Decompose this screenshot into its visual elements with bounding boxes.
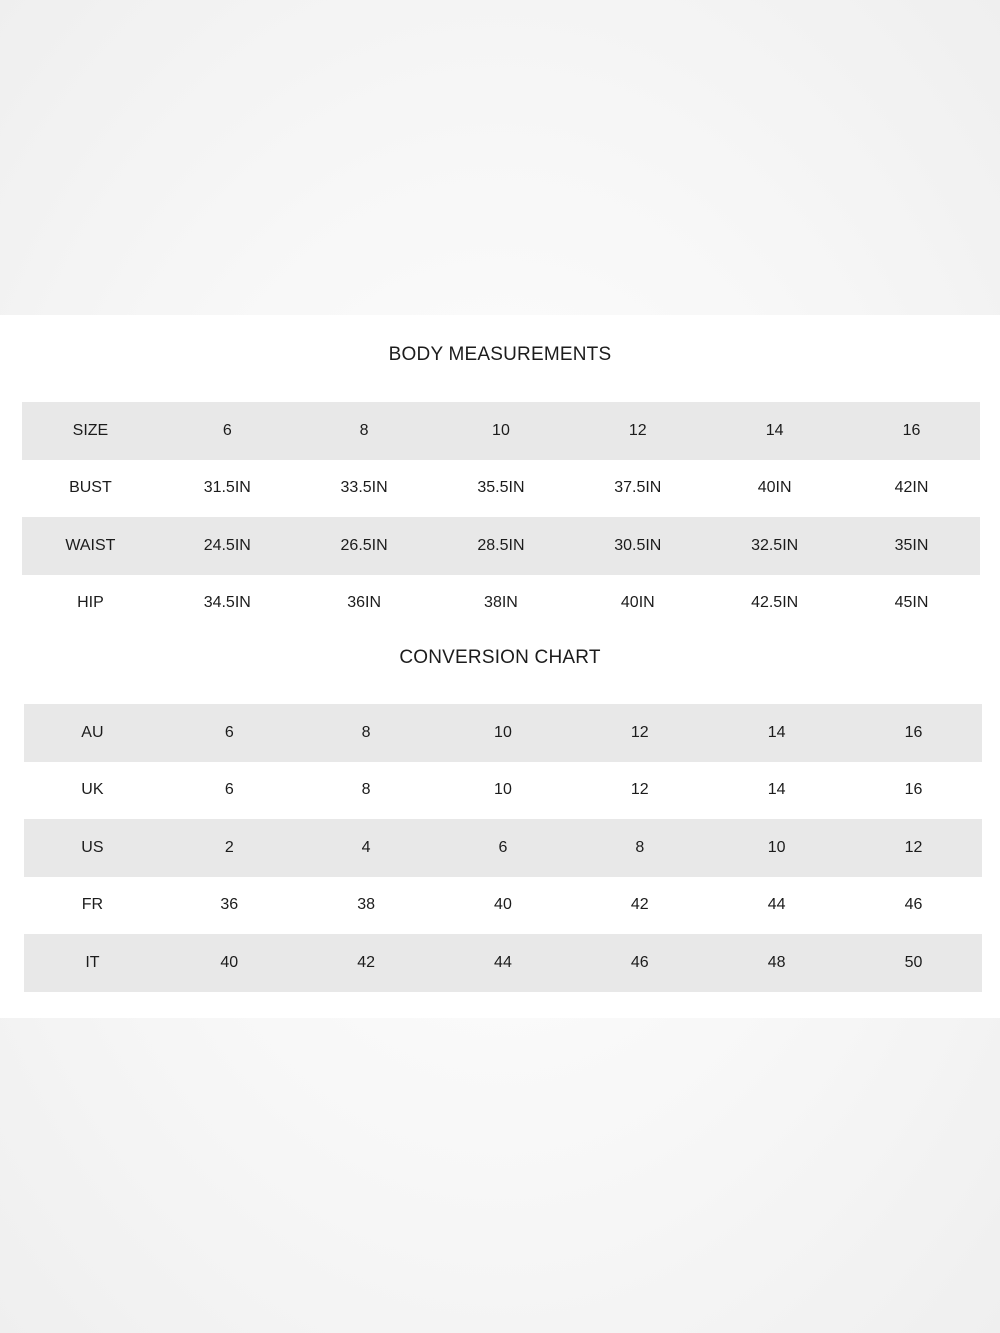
table-cell: 36IN [347, 594, 381, 612]
table-cell: 35.5IN [477, 479, 525, 497]
table-cell: 50 [845, 934, 982, 992]
conversion-chart-table [24, 704, 982, 992]
table-cell: 31.5IN [203, 479, 251, 497]
row-label: US [24, 819, 161, 877]
table-cell: 14 [706, 402, 843, 460]
row-label: WAIST [22, 517, 159, 575]
table-cell: 42.5IN [751, 594, 799, 612]
table-cell: 45IN [894, 594, 929, 612]
table-row-hip [22, 575, 980, 633]
table-cell: 8 [296, 402, 433, 460]
table-cell: 8 [361, 781, 371, 799]
table-cell: 40IN [620, 594, 655, 612]
table-cell: 12 [630, 781, 649, 799]
table-cell: 6 [159, 402, 296, 460]
table-cell: 28.5IN [433, 517, 570, 575]
table-cell: 16 [904, 781, 923, 799]
table-cell: 46 [904, 896, 923, 914]
table-row-bust [22, 460, 980, 518]
table-cell: 12 [569, 402, 706, 460]
table-cell: 10 [494, 781, 512, 799]
table-cell: 2 [161, 819, 298, 877]
table-row-size [22, 402, 980, 460]
table-cell: 44 [767, 896, 786, 914]
table-cell: 48 [708, 934, 845, 992]
table-cell: 34.5IN [203, 594, 251, 612]
table-row-waist [22, 517, 980, 575]
table-cell: 4 [298, 819, 435, 877]
row-label: SIZE [22, 402, 159, 460]
table-cell: 40 [494, 896, 512, 914]
table-cell: 6 [224, 781, 234, 799]
table-cell: 42 [298, 934, 435, 992]
row-label: HIP [77, 594, 104, 612]
table-cell: 46 [571, 934, 708, 992]
table-cell: 26.5IN [296, 517, 433, 575]
table-cell: 33.5IN [340, 479, 388, 497]
table-cell: 10 [435, 704, 572, 762]
table-cell: 40IN [757, 479, 792, 497]
row-label: AU [24, 704, 161, 762]
table-cell: 10 [708, 819, 845, 877]
conversion-chart-title: CONVERSION CHART [399, 647, 601, 668]
table-cell: 6 [161, 704, 298, 762]
row-label: FR [81, 896, 104, 914]
table-row-fr [24, 877, 982, 935]
table-cell: 6 [435, 819, 572, 877]
table-cell: 24.5IN [159, 517, 296, 575]
table-cell: 12 [571, 704, 708, 762]
table-row-uk [24, 762, 982, 820]
table-row-au [24, 704, 982, 762]
table-row-us [24, 819, 982, 877]
table-cell: 36 [220, 896, 239, 914]
table-cell: 8 [571, 819, 708, 877]
table-cell: 16 [843, 402, 980, 460]
table-cell: 32.5IN [706, 517, 843, 575]
table-cell: 37.5IN [614, 479, 662, 497]
table-cell: 30.5IN [569, 517, 706, 575]
table-cell: 14 [767, 781, 786, 799]
row-label: UK [81, 781, 104, 799]
table-cell: 42 [630, 896, 649, 914]
table-cell: 12 [845, 819, 982, 877]
table-row-it [24, 934, 982, 992]
table-cell: 14 [708, 704, 845, 762]
table-cell: 42IN [894, 479, 929, 497]
table-cell: 38IN [484, 594, 518, 612]
body-measurements-table [22, 402, 980, 632]
row-label: BUST [69, 479, 112, 497]
table-cell: 35IN [843, 517, 980, 575]
body-measurements-title: BODY MEASUREMENTS [388, 344, 612, 365]
row-label: IT [24, 934, 161, 992]
table-cell: 8 [298, 704, 435, 762]
table-cell: 10 [433, 402, 570, 460]
table-cell: 16 [845, 704, 982, 762]
table-cell: 38 [357, 896, 375, 914]
table-cell: 44 [435, 934, 572, 992]
table-cell: 40 [161, 934, 298, 992]
